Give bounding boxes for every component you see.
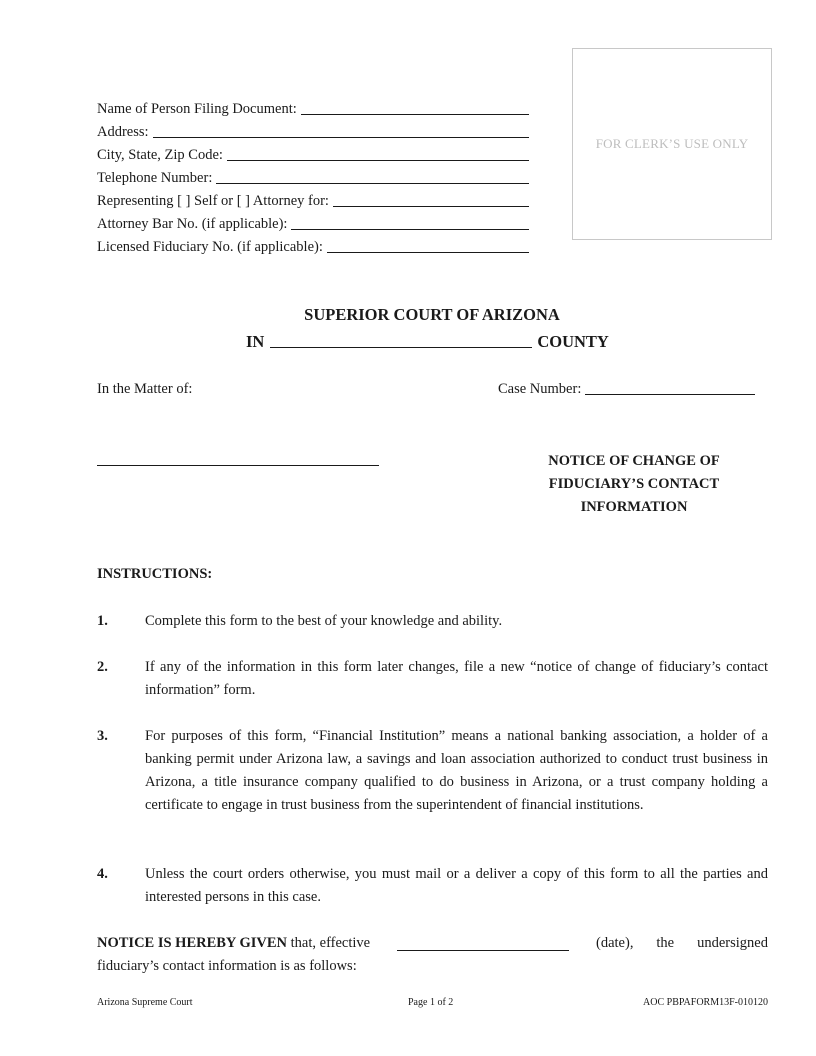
field-blank[interactable]	[333, 205, 529, 207]
clerk-use-box	[572, 48, 772, 240]
court-title: SUPERIOR COURT OF ARIZONA	[304, 305, 560, 324]
city-state-zip-field[interactable]	[97, 141, 529, 164]
field-blank[interactable]	[227, 159, 529, 161]
instructions-heading: INSTRUCTIONS:	[97, 566, 213, 582]
field-blank[interactable]	[153, 136, 529, 138]
case-number-field[interactable]	[498, 381, 755, 398]
notice-title-line: NOTICE OF CHANGE OF	[548, 453, 720, 469]
instruction-number: 3.	[97, 728, 108, 744]
notice-paragraph	[97, 932, 768, 978]
effective-date-blank[interactable]	[397, 949, 569, 951]
matter-name-blank[interactable]	[97, 465, 379, 466]
notice-lead-group	[97, 932, 370, 955]
notice-bold-lead: NOTICE IS HEREBY GIVEN	[97, 935, 288, 951]
field-blank[interactable]	[301, 113, 529, 115]
notice-line-2: fiduciary’s contact information is as follows:	[97, 958, 357, 974]
field-blank[interactable]	[327, 251, 529, 253]
notice-word-the: the	[656, 935, 675, 951]
field-label: Attorney Bar No. (if applicable):	[97, 216, 288, 232]
field-blank[interactable]	[216, 182, 529, 184]
address-field[interactable]	[97, 118, 529, 141]
notice-line-1	[97, 932, 768, 955]
instruction-text: Unless the court orders otherwise, you must mail or a deliver a copy of this form to all the parties and interested persons in this case.	[145, 866, 768, 905]
instruction-item	[97, 863, 768, 909]
footer-form-code: AOC PBPAFORM13F-010120	[643, 997, 768, 1008]
instruction-item	[97, 610, 768, 633]
instruction-item	[97, 656, 768, 702]
notice-date-label: (date),	[596, 935, 634, 951]
representing-field[interactable]	[97, 187, 529, 210]
filer-name-field[interactable]	[97, 95, 529, 118]
matter-label: In the Matter of:	[97, 381, 193, 397]
field-label: Representing [ ] Self or [ ] Attorney for:	[97, 193, 329, 209]
clerk-use-label: FOR CLERK’S USE ONLY	[595, 136, 749, 151]
notice-title	[530, 450, 738, 519]
telephone-field[interactable]	[97, 164, 529, 187]
attorney-bar-field[interactable]	[97, 210, 529, 233]
field-label: Licensed Fiduciary No. (if applicable):	[97, 239, 323, 255]
notice-title-line: INFORMATION	[580, 499, 688, 515]
field-blank[interactable]	[291, 228, 529, 230]
county-prefix: IN	[246, 332, 265, 351]
county-line	[246, 332, 609, 352]
instruction-number: 4.	[97, 866, 108, 882]
instruction-text: Complete this form to the best of your knowledge and ability.	[145, 613, 503, 629]
notice-word-undersigned: undersigned	[697, 935, 768, 951]
instruction-number: 2.	[97, 659, 108, 675]
field-label: City, State, Zip Code:	[97, 147, 223, 163]
county-suffix: COUNTY	[537, 332, 609, 351]
field-label: Telephone Number:	[97, 170, 213, 186]
case-number-blank[interactable]	[585, 393, 755, 395]
fiduciary-number-field[interactable]	[97, 233, 529, 256]
notice-text-a: that, effective	[290, 935, 371, 951]
footer-left: Arizona Supreme Court	[97, 997, 193, 1008]
county-blank[interactable]	[270, 346, 532, 348]
instruction-number: 1.	[97, 613, 108, 629]
instruction-item	[97, 725, 768, 817]
instruction-text: For purposes of this form, “Financial Institution” means a national banking association, a holder of a banking permit under Arizona law, a savings and loan association authorized to conduct trust business in Arizona, a title insurance company qualified to do business in Arizona, or a trust company holding a certificate to engage in trust business from the superintendent of financial institutions.	[145, 728, 768, 813]
notice-title-line: FIDUCIARY’S CONTACT	[548, 476, 720, 492]
field-label: Address:	[97, 124, 149, 140]
footer-page-number: Page 1 of 2	[408, 997, 454, 1008]
field-label: Name of Person Filing Document:	[97, 101, 297, 117]
instruction-text: If any of the information in this form later changes, file a new “notice of change of fiduciary’s contact information” form.	[145, 659, 768, 698]
case-number-label: Case Number:	[498, 381, 582, 397]
